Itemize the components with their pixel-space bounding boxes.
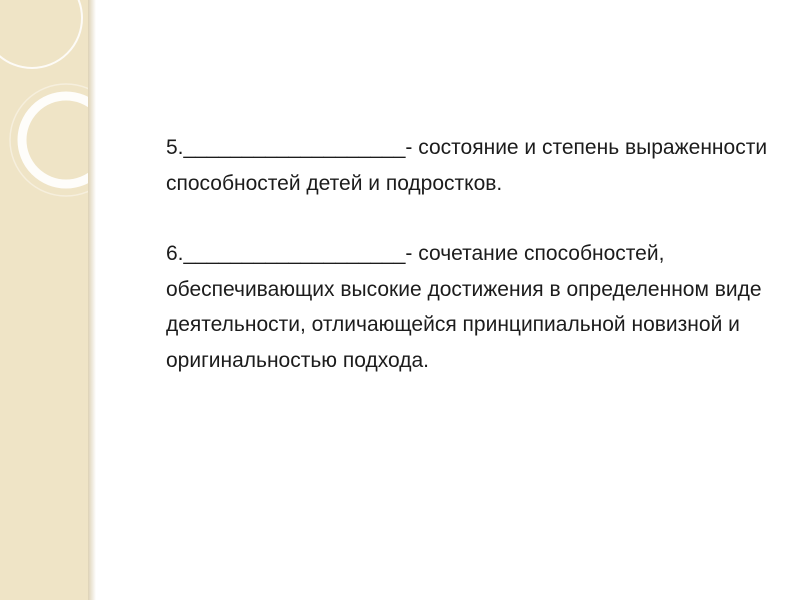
definition-item-5: 5.___________________- состояние и степень выраженности способностей детей и подростков. bbox=[166, 136, 773, 195]
decorative-rings-icon bbox=[0, 0, 88, 600]
decorative-side-band bbox=[0, 0, 88, 600]
band-edge-shadow bbox=[88, 0, 96, 600]
slide-body bbox=[166, 130, 776, 378]
definition-item-6: 6.___________________- сочетание способностей, обеспечивающих высокие достижения в определенном виде деятельности, отличающейся принципиальной новизной и оригинальностью подхода. bbox=[166, 242, 768, 372]
